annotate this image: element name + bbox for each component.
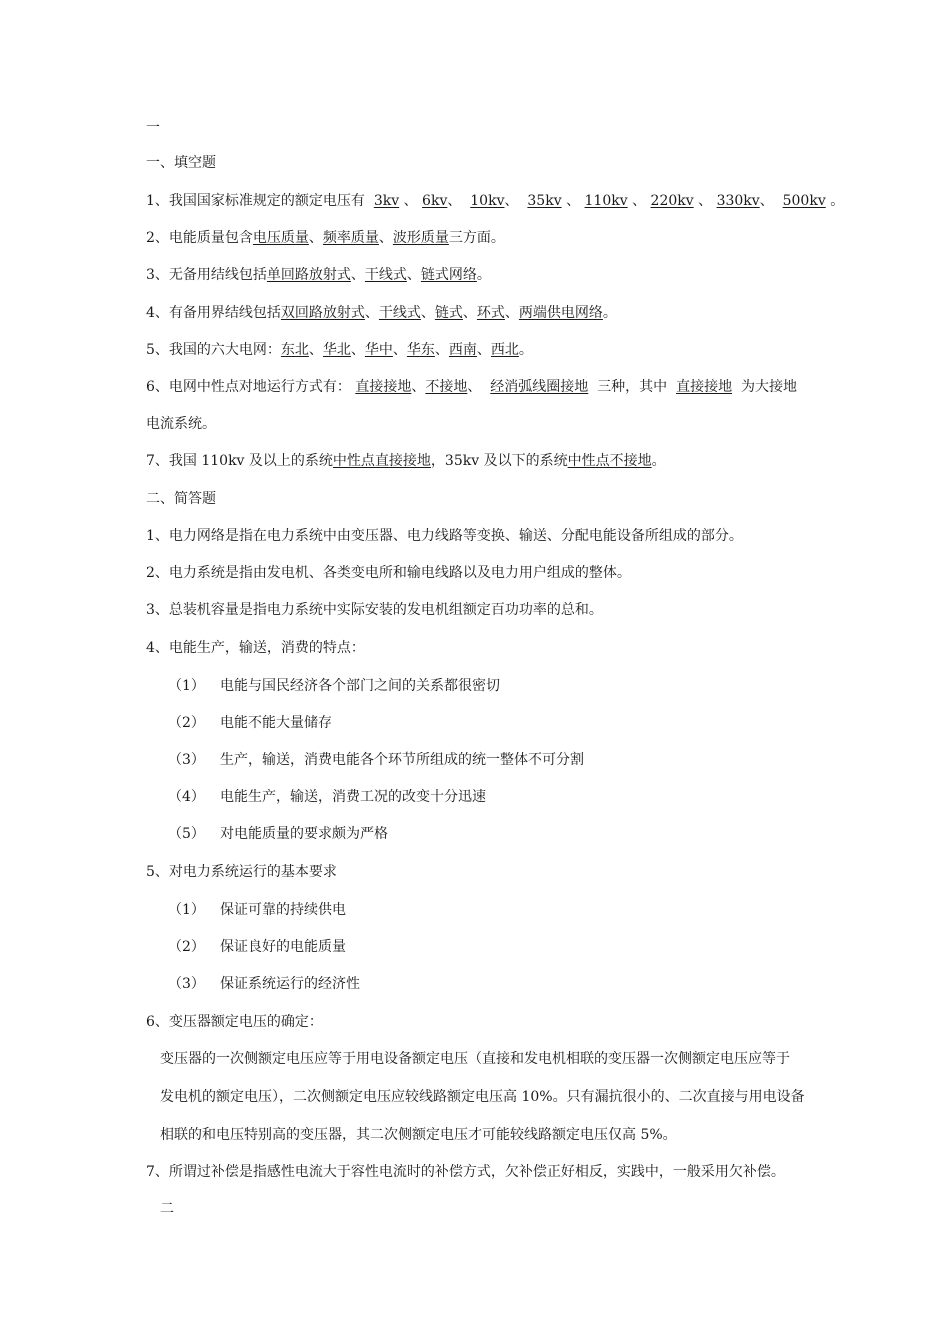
item-text: 保证良好的电能质量 <box>220 939 346 955</box>
fill-q1 <box>146 192 844 210</box>
item-text: 电能生产，输送，消费工况的改变十分迅速 <box>220 789 486 805</box>
list-item <box>168 751 584 769</box>
period: 。 <box>476 267 491 283</box>
answer-blank: 波形质量 <box>392 230 449 246</box>
item-text: 保证系统运行的经济性 <box>220 976 360 992</box>
fill-q6-continued: 电流系统。 <box>146 416 216 432</box>
separator: 、 <box>420 305 435 321</box>
separator: 、 <box>698 193 713 209</box>
separator: 、 <box>378 230 393 246</box>
period: 。 <box>602 305 617 321</box>
q1-prefix: 1、我国国家标准规定的额定电压有 <box>146 193 365 209</box>
answer-blank: 不接地 <box>425 379 468 395</box>
footer-mark: 二 <box>160 1201 174 1217</box>
answer-blank: 链式 <box>434 305 463 321</box>
answer-blank: 单回路放射式 <box>266 267 351 283</box>
answer-blank: 干线式 <box>378 305 421 321</box>
answer-blank: 华北 <box>322 342 351 358</box>
answer-blank: 3kv <box>373 193 400 209</box>
separator: 、 <box>462 305 477 321</box>
separator: 、 <box>308 230 323 246</box>
q7-prefix: 7、我国 110kv 及以上的系统 <box>146 453 333 469</box>
item-text: 生产，输送，消费电能各个环节所组成的统一整体不可分割 <box>220 752 584 768</box>
answer-blank: 链式网络 <box>420 267 477 283</box>
item-text: 保证可靠的持续供电 <box>220 902 346 918</box>
item-text: 电能与国民经济各个部门之间的关系都很密切 <box>220 678 500 694</box>
answer-blank: 330kv <box>716 193 760 209</box>
separator: 、 <box>308 342 323 358</box>
answer-blank: 110kv <box>584 193 628 209</box>
item-number: （1） <box>168 678 205 694</box>
separator: 、 <box>632 193 647 209</box>
q2-prefix: 2、电能质量包含 <box>146 230 253 246</box>
q5-prefix: 5、我国的六大电网： <box>146 342 281 358</box>
q3-prefix: 3、无备用结线包括 <box>146 267 267 283</box>
list-item <box>168 938 346 956</box>
short-q6-paragraph-line: 变压器的一次侧额定电压应等于用电设备额定电压（直接和发电机相联的变压器一次侧额定电压应等于 <box>160 1051 790 1067</box>
short-q5: 5、对电力系统运行的基本要求 <box>146 864 337 880</box>
answer-blank: 双回路放射式 <box>280 305 365 321</box>
short-q4: 4、电能生产，输送，消费的特点： <box>146 640 365 656</box>
item-number: （4） <box>168 789 205 805</box>
list-item <box>168 788 486 806</box>
separator: 、 <box>403 193 418 209</box>
list-item <box>168 975 360 993</box>
answer-blank: 经消弧线圈接地 <box>490 379 589 395</box>
answer-blank: 频率质量 <box>322 230 379 246</box>
short-q6-paragraph-line: 发电机的额定电压），二次侧额定电压应较线路额定电压高 10%。只有漏抗很小的、二次直接与用电设备 <box>160 1089 805 1105</box>
header-mark: 一 <box>146 120 160 136</box>
answer-blank: 直接接地 <box>355 379 412 395</box>
separator: 、 <box>467 379 482 395</box>
separator: 、 <box>411 379 426 395</box>
answer-blank: 中性点不接地 <box>567 453 652 469</box>
short-q2: 2、电力系统是指由发电机、各类变电所和输电线路以及电力用户组成的整体。 <box>146 565 631 581</box>
answer-blank: 10kv <box>470 193 505 209</box>
answer-blank: 环式 <box>476 305 505 321</box>
answer-blank: 220kv <box>650 193 694 209</box>
answer-blank: 35kv <box>527 193 562 209</box>
answer-blank: 6kv <box>422 193 448 209</box>
short-q7: 7、所谓过补偿是指感性电流大于容性电流时的补偿方式，欠补偿正好相反，实践中，一般采用欠补偿。 <box>146 1164 785 1180</box>
answer-blank: 500kv <box>782 193 826 209</box>
list-item <box>168 825 388 843</box>
item-number: （2） <box>168 715 205 731</box>
answer-blank: 直接接地 <box>676 379 733 395</box>
q6-prefix: 6、电网中性点对地运行方式有： <box>146 379 351 395</box>
period: 。 <box>518 342 533 358</box>
q7-mid: ，35kv 及以下的系统 <box>430 453 568 469</box>
answer-blank: 中性点直接接地 <box>332 453 431 469</box>
section-heading-short: 二、简答题 <box>146 491 216 507</box>
separator: 、 <box>350 342 365 358</box>
separator: 、 <box>504 305 519 321</box>
answer-blank: 两端供电网络 <box>518 305 603 321</box>
fill-q7 <box>146 452 666 470</box>
period: 。 <box>830 193 845 209</box>
separator: 、 <box>350 267 365 283</box>
separator: 、 <box>447 193 462 209</box>
short-q6-paragraph-line: 相联的和电压特别高的变压器，其二次侧额定电压才可能较线路额定电压仅高 5%。 <box>160 1127 677 1143</box>
fill-q3 <box>146 266 491 284</box>
item-number: （2） <box>168 939 205 955</box>
fill-q6 <box>146 378 797 396</box>
q6-suffix: 为大接地 <box>741 379 797 395</box>
short-q1: 1、电力网络是指在电力系统中由变压器、电力线路等变换、输送、分配电能设备所组成的部分。 <box>146 528 743 544</box>
item-text: 对电能质量的要求颇为严格 <box>220 826 388 842</box>
separator: 、 <box>406 267 421 283</box>
short-q6: 6、变压器额定电压的确定： <box>146 1014 323 1030</box>
item-number: （3） <box>168 976 205 992</box>
item-number: （5） <box>168 826 205 842</box>
separator: 、 <box>476 342 491 358</box>
separator: 、 <box>364 305 379 321</box>
list-item <box>168 677 500 695</box>
fill-q2 <box>146 229 505 247</box>
answer-blank: 华东 <box>406 342 435 358</box>
separator: 、 <box>392 342 407 358</box>
list-item <box>168 901 346 919</box>
item-number: （3） <box>168 752 205 768</box>
answer-blank: 华中 <box>364 342 393 358</box>
answer-blank: 干线式 <box>364 267 407 283</box>
period: 。 <box>651 453 666 469</box>
answer-blank: 电压质量 <box>252 230 309 246</box>
fill-q5 <box>146 341 533 359</box>
short-q3: 3、总装机容量是指电力系统中实际安装的发电机组额定百功功率的总和。 <box>146 602 603 618</box>
separator: 、 <box>759 193 774 209</box>
item-text: 电能不能大量储存 <box>220 715 332 731</box>
list-item <box>168 714 332 732</box>
answer-blank: 西南 <box>448 342 477 358</box>
item-number: （1） <box>168 902 205 918</box>
q4-prefix: 4、有备用界结线包括 <box>146 305 281 321</box>
answer-blank: 东北 <box>280 342 309 358</box>
separator: 、 <box>434 342 449 358</box>
fill-q4 <box>146 304 617 322</box>
q6-mid: 三种，其中 <box>597 379 668 395</box>
section-heading-fill: 一、填空题 <box>146 155 216 171</box>
separator: 、 <box>504 193 519 209</box>
q2-suffix: 三方面。 <box>448 230 505 246</box>
separator: 、 <box>566 193 581 209</box>
answer-blank: 西北 <box>490 342 519 358</box>
